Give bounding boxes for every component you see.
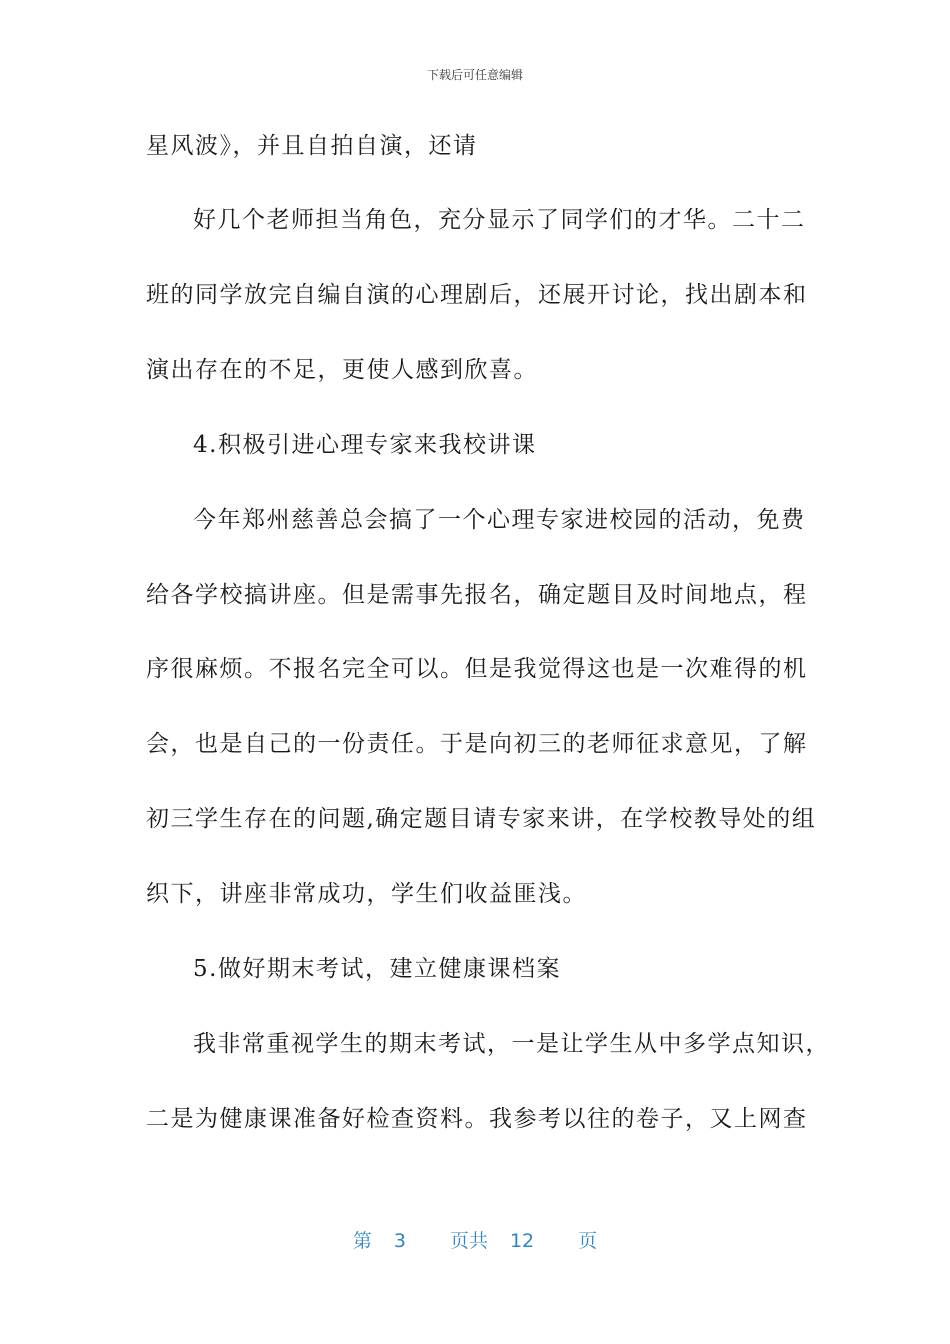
total-pages-number: 12 [509,1230,535,1252]
body-line: 会，也是自己的一份责任。于是向初三的老师征求意见，了解 [146,731,808,757]
page-number-footer [0,1226,950,1253]
section-heading: 4.积极引进心理专家来我校讲课 [193,432,537,458]
body-line: 好几个老师担当角色，充分显示了同学们的才华。二十二 [193,207,806,233]
body-line: 二是为健康课准备好检查资料。我参考以往的卷子，又上网查 [146,1106,808,1132]
footer-middle: 页共 [449,1230,488,1252]
body-line: 演出存在的不足，更使人感到欣喜。 [146,357,538,383]
body-line: 给各学校搞讲座。但是需事先报名，确定题目及时间地点，程 [146,582,808,608]
body-line: 序很麻烦。不报名完全可以。但是我觉得这也是一次难得的机 [146,656,808,682]
current-page-number: 3 [393,1230,406,1252]
footer-suffix: 页 [578,1230,598,1252]
body-line: 班的同学放完自编自演的心理剧后，还展开讨论，找出剧本和 [146,282,808,308]
body-line: 我非常重视学生的期末考试，一是让学生从中多学点知识， [193,1031,830,1057]
footer-prefix: 第 [352,1230,372,1252]
body-line: 星风波》，并且自拍自演，还请 [146,133,478,159]
body-line: 今年郑州慈善总会搞了一个心理专家进校园的活动，免费 [193,507,806,533]
body-line: 初三学生存在的问题,确定题目请专家来讲，在学校教导处的组 [146,806,817,832]
body-line: 织下，讲座非常成功，学生们收益匪浅。 [146,881,587,907]
header-note: 下载后可任意编辑 [426,68,523,82]
section-heading: 5.做好期末考试，建立健康课档案 [193,956,561,982]
